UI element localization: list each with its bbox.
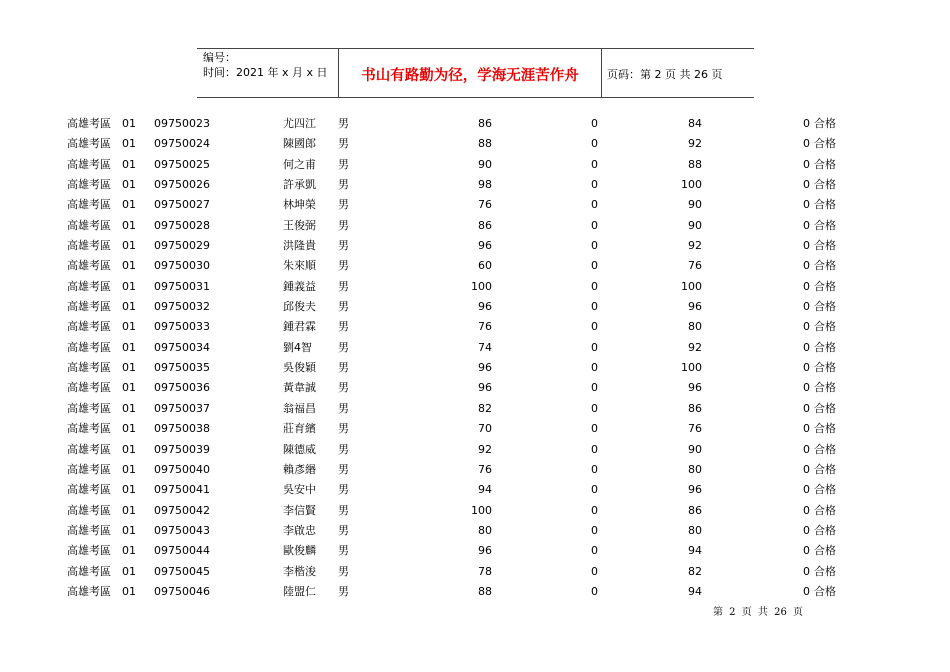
area-code-cell: 01 (122, 584, 136, 598)
candidate-name-cell: 李楷浚 (283, 564, 316, 578)
score-1-cell: 76 (478, 462, 492, 476)
table-row (0, 460, 950, 480)
score-2-cell: 0 (591, 279, 598, 293)
table-row (0, 440, 950, 460)
result-cell: 合格 (814, 137, 836, 151)
exam-area-cell: 高雄考區 (67, 523, 111, 537)
table-row (0, 216, 950, 236)
score-1-cell: 76 (478, 198, 492, 212)
exam-area-cell: 高雄考區 (67, 300, 111, 314)
gender-cell: 男 (338, 442, 349, 456)
area-code-cell: 01 (122, 178, 136, 192)
candidate-id-cell: 09750045 (154, 564, 210, 578)
exam-area-cell: 高雄考區 (67, 361, 111, 375)
score-4-cell: 0 (803, 564, 810, 578)
area-code-cell: 01 (122, 340, 136, 354)
result-cell: 合格 (814, 503, 836, 517)
exam-area-cell: 高雄考區 (67, 218, 111, 232)
score-1-cell: 78 (478, 564, 492, 578)
result-cell: 合格 (814, 462, 836, 476)
score-1-cell: 92 (478, 442, 492, 456)
score-3-cell: 90 (688, 218, 702, 232)
exam-area-cell: 高雄考區 (67, 137, 111, 151)
result-cell: 合格 (814, 523, 836, 537)
score-2-cell: 0 (591, 381, 598, 395)
candidate-id-cell: 09750037 (154, 401, 210, 415)
score-1-cell: 82 (478, 401, 492, 415)
result-cell: 合格 (814, 340, 836, 354)
candidate-name-cell: 鍾義益 (283, 279, 316, 293)
table-row (0, 134, 950, 154)
header-page-label: 页码：第 2 页 共 26 页 (607, 68, 723, 81)
candidate-name-cell: 歐俊麟 (283, 544, 316, 558)
candidate-name-cell: 陸盟仁 (283, 584, 316, 598)
exam-area-cell: 高雄考區 (67, 157, 111, 171)
score-4-cell: 0 (803, 300, 810, 314)
gender-cell: 男 (338, 483, 349, 497)
exam-area-cell: 高雄考區 (67, 503, 111, 517)
candidate-name-cell: 邱俊夫 (283, 300, 316, 314)
score-1-cell: 96 (478, 239, 492, 253)
result-cell: 合格 (814, 117, 836, 130)
gender-cell: 男 (338, 584, 349, 598)
score-2-cell: 0 (591, 320, 598, 334)
table-row (0, 236, 950, 256)
candidate-name-cell: 吳安中 (283, 483, 316, 497)
table-row (0, 175, 950, 195)
score-2-cell: 0 (591, 218, 598, 232)
table-row (0, 501, 950, 521)
score-3-cell: 90 (688, 198, 702, 212)
score-3-cell: 96 (688, 300, 702, 314)
footer-page-number: 第 2 页 共 26 页 (713, 607, 803, 618)
exam-area-cell: 高雄考區 (67, 442, 111, 456)
candidate-id-cell: 09750035 (154, 361, 210, 375)
score-1-cell: 98 (478, 178, 492, 192)
score-4-cell: 0 (803, 117, 810, 130)
candidate-id-cell: 09750023 (154, 117, 210, 130)
area-code-cell: 01 (122, 564, 136, 578)
score-4-cell: 0 (803, 503, 810, 517)
candidate-id-cell: 09750025 (154, 157, 210, 171)
score-3-cell: 84 (688, 117, 702, 130)
table-row (0, 419, 950, 439)
candidate-name-cell: 朱來順 (283, 259, 316, 273)
table-row (0, 582, 950, 602)
candidate-id-cell: 09750041 (154, 483, 210, 497)
candidate-name-cell: 洪隆貴 (283, 239, 316, 253)
area-code-cell: 01 (122, 300, 136, 314)
table-row (0, 317, 950, 337)
area-code-cell: 01 (122, 117, 136, 130)
area-code-cell: 01 (122, 279, 136, 293)
score-2-cell: 0 (591, 503, 598, 517)
score-4-cell: 0 (803, 340, 810, 354)
score-2-cell: 0 (591, 198, 598, 212)
score-1-cell: 70 (478, 422, 492, 436)
score-3-cell: 82 (688, 564, 702, 578)
score-2-cell: 0 (591, 462, 598, 476)
area-code-cell: 01 (122, 483, 136, 497)
score-3-cell: 92 (688, 340, 702, 354)
candidate-name-cell: 黃韋誠 (283, 381, 316, 395)
gender-cell: 男 (338, 564, 349, 578)
score-3-cell: 94 (688, 544, 702, 558)
score-4-cell: 0 (803, 239, 810, 253)
score-3-cell: 96 (688, 381, 702, 395)
gender-cell: 男 (338, 259, 349, 273)
score-1-cell: 96 (478, 544, 492, 558)
score-1-cell: 94 (478, 483, 492, 497)
candidate-id-cell: 09750040 (154, 462, 210, 476)
score-4-cell: 0 (803, 584, 810, 598)
score-4-cell: 0 (803, 279, 810, 293)
score-1-cell: 74 (478, 340, 492, 354)
area-code-cell: 01 (122, 503, 136, 517)
score-3-cell: 92 (688, 137, 702, 151)
candidate-id-cell: 09750039 (154, 442, 210, 456)
exam-area-cell: 高雄考區 (67, 544, 111, 558)
score-1-cell: 90 (478, 157, 492, 171)
score-3-cell: 90 (688, 442, 702, 456)
score-2-cell: 0 (591, 401, 598, 415)
score-3-cell: 86 (688, 401, 702, 415)
area-code-cell: 01 (122, 401, 136, 415)
score-3-cell: 100 (681, 178, 702, 192)
table-row (0, 277, 950, 297)
area-code-cell: 01 (122, 157, 136, 171)
candidate-id-cell: 09750033 (154, 320, 210, 334)
score-4-cell: 0 (803, 442, 810, 456)
score-2-cell: 0 (591, 483, 598, 497)
area-code-cell: 01 (122, 218, 136, 232)
candidate-id-cell: 09750029 (154, 239, 210, 253)
score-3-cell: 94 (688, 584, 702, 598)
exam-area-cell: 高雄考區 (67, 584, 111, 598)
candidate-id-cell: 09750024 (154, 137, 210, 151)
gender-cell: 男 (338, 239, 349, 253)
score-1-cell: 76 (478, 320, 492, 334)
gender-cell: 男 (338, 544, 349, 558)
gender-cell: 男 (338, 320, 349, 334)
exam-area-cell: 高雄考區 (67, 178, 111, 192)
table-row (0, 358, 950, 378)
area-code-cell: 01 (122, 442, 136, 456)
area-code-cell: 01 (122, 381, 136, 395)
header-motto: 书山有路勤为径，学海无涯苦作舟 (361, 67, 579, 84)
score-1-cell: 96 (478, 361, 492, 375)
score-2-cell: 0 (591, 117, 598, 130)
candidate-id-cell: 09750031 (154, 279, 210, 293)
gender-cell: 男 (338, 117, 349, 130)
score-4-cell: 0 (803, 401, 810, 415)
candidate-id-cell: 09750030 (154, 259, 210, 273)
table-row (0, 480, 950, 500)
area-code-cell: 01 (122, 259, 136, 273)
score-2-cell: 0 (591, 259, 598, 273)
score-2-cell: 0 (591, 340, 598, 354)
score-2-cell: 0 (591, 564, 598, 578)
header-divider (601, 49, 602, 97)
result-cell: 合格 (814, 239, 836, 253)
score-3-cell: 88 (688, 157, 702, 171)
candidate-id-cell: 09750038 (154, 422, 210, 436)
area-code-cell: 01 (122, 320, 136, 334)
gender-cell: 男 (338, 422, 349, 436)
table-row (0, 114, 950, 134)
result-cell: 合格 (814, 259, 836, 273)
result-cell: 合格 (814, 218, 836, 232)
score-4-cell: 0 (803, 259, 810, 273)
exam-area-cell: 高雄考區 (67, 483, 111, 497)
candidate-name-cell: 尤四江 (283, 117, 316, 130)
exam-area-cell: 高雄考區 (67, 401, 111, 415)
area-code-cell: 01 (122, 137, 136, 151)
gender-cell: 男 (338, 401, 349, 415)
candidate-name-cell: 鍾君霖 (283, 320, 316, 334)
exam-area-cell: 高雄考區 (67, 422, 111, 436)
table-row (0, 338, 950, 358)
score-4-cell: 0 (803, 137, 810, 151)
result-cell: 合格 (814, 361, 836, 375)
score-2-cell: 0 (591, 523, 598, 537)
score-4-cell: 0 (803, 157, 810, 171)
candidate-name-cell: 翁福昌 (283, 401, 316, 415)
score-4-cell: 0 (803, 462, 810, 476)
result-cell: 合格 (814, 401, 836, 415)
score-3-cell: 96 (688, 483, 702, 497)
area-code-cell: 01 (122, 523, 136, 537)
table-row (0, 378, 950, 398)
score-3-cell: 100 (681, 279, 702, 293)
table-row (0, 195, 950, 215)
number-label: 编号： (203, 51, 236, 64)
candidate-name-cell: 李啟忠 (283, 523, 316, 537)
result-cell: 合格 (814, 442, 836, 456)
candidate-id-cell: 09750043 (154, 523, 210, 537)
score-4-cell: 0 (803, 483, 810, 497)
header-meta (203, 50, 328, 80)
score-4-cell: 0 (803, 544, 810, 558)
result-cell: 合格 (814, 564, 836, 578)
gender-cell: 男 (338, 137, 349, 151)
score-3-cell: 76 (688, 259, 702, 273)
area-code-cell: 01 (122, 544, 136, 558)
gender-cell: 男 (338, 361, 349, 375)
score-3-cell: 80 (688, 523, 702, 537)
candidate-name-cell: 陳國郎 (283, 137, 316, 151)
score-4-cell: 0 (803, 198, 810, 212)
table-row (0, 562, 950, 582)
score-2-cell: 0 (591, 442, 598, 456)
score-2-cell: 0 (591, 544, 598, 558)
candidate-id-cell: 09750036 (154, 381, 210, 395)
result-cell: 合格 (814, 300, 836, 314)
table-row (0, 256, 950, 276)
score-2-cell: 0 (591, 422, 598, 436)
result-cell: 合格 (814, 584, 836, 598)
score-1-cell: 100 (471, 503, 492, 517)
exam-area-cell: 高雄考區 (67, 239, 111, 253)
gender-cell: 男 (338, 523, 349, 537)
candidate-name-cell: 李信賢 (283, 503, 316, 517)
score-2-cell: 0 (591, 239, 598, 253)
candidate-id-cell: 09750044 (154, 544, 210, 558)
candidate-name-cell: 吳俊穎 (283, 361, 316, 375)
candidate-id-cell: 09750028 (154, 218, 210, 232)
score-4-cell: 0 (803, 218, 810, 232)
score-2-cell: 0 (591, 178, 598, 192)
candidate-id-cell: 09750046 (154, 584, 210, 598)
score-4-cell: 0 (803, 361, 810, 375)
score-3-cell: 80 (688, 462, 702, 476)
table-row (0, 541, 950, 561)
result-cell: 合格 (814, 544, 836, 558)
exam-area-cell: 高雄考區 (67, 381, 111, 395)
score-2-cell: 0 (591, 137, 598, 151)
score-1-cell: 88 (478, 584, 492, 598)
result-cell: 合格 (814, 279, 836, 293)
result-cell: 合格 (814, 157, 836, 171)
area-code-cell: 01 (122, 462, 136, 476)
candidate-name-cell: 王俊弼 (283, 218, 316, 232)
candidate-id-cell: 09750042 (154, 503, 210, 517)
gender-cell: 男 (338, 157, 349, 171)
page-header (197, 48, 754, 98)
area-code-cell: 01 (122, 239, 136, 253)
gender-cell: 男 (338, 178, 349, 192)
candidate-id-cell: 09750034 (154, 340, 210, 354)
table-row (0, 521, 950, 541)
area-code-cell: 01 (122, 361, 136, 375)
score-1-cell: 86 (478, 218, 492, 232)
exam-area-cell: 高雄考區 (67, 198, 111, 212)
gender-cell: 男 (338, 198, 349, 212)
result-cell: 合格 (814, 198, 836, 212)
score-4-cell: 0 (803, 523, 810, 537)
score-4-cell: 0 (803, 381, 810, 395)
table-row (0, 155, 950, 175)
candidate-name-cell: 許承凱 (283, 178, 316, 192)
candidate-name-cell: 劉4智 (283, 340, 312, 354)
table-row (0, 297, 950, 317)
score-1-cell: 88 (478, 137, 492, 151)
gender-cell: 男 (338, 462, 349, 476)
score-3-cell: 100 (681, 361, 702, 375)
candidate-id-cell: 09750026 (154, 178, 210, 192)
score-1-cell: 100 (471, 279, 492, 293)
gender-cell: 男 (338, 381, 349, 395)
gender-cell: 男 (338, 218, 349, 232)
time-label: 时间：2021 年 x 月 x 日 (203, 66, 328, 79)
result-cell: 合格 (814, 483, 836, 497)
table-row (0, 399, 950, 419)
score-4-cell: 0 (803, 178, 810, 192)
exam-area-cell: 高雄考區 (67, 279, 111, 293)
score-3-cell: 92 (688, 239, 702, 253)
candidate-name-cell: 莊育繽 (283, 422, 316, 436)
score-2-cell: 0 (591, 584, 598, 598)
exam-area-cell: 高雄考區 (67, 462, 111, 476)
score-2-cell: 0 (591, 361, 598, 375)
exam-area-cell: 高雄考區 (67, 320, 111, 334)
result-cell: 合格 (814, 381, 836, 395)
candidate-name-cell: 林坤榮 (283, 198, 316, 212)
score-4-cell: 0 (803, 422, 810, 436)
result-cell: 合格 (814, 178, 836, 192)
score-1-cell: 96 (478, 381, 492, 395)
candidate-id-cell: 09750032 (154, 300, 210, 314)
score-1-cell: 86 (478, 117, 492, 130)
gender-cell: 男 (338, 503, 349, 517)
area-code-cell: 01 (122, 422, 136, 436)
area-code-cell: 01 (122, 198, 136, 212)
exam-area-cell: 高雄考區 (67, 117, 111, 130)
gender-cell: 男 (338, 340, 349, 354)
gender-cell: 男 (338, 300, 349, 314)
gender-cell: 男 (338, 279, 349, 293)
exam-area-cell: 高雄考區 (67, 564, 111, 578)
score-3-cell: 86 (688, 503, 702, 517)
score-3-cell: 80 (688, 320, 702, 334)
score-1-cell: 80 (478, 523, 492, 537)
candidate-name-cell: 何之甫 (283, 157, 316, 171)
score-4-cell: 0 (803, 320, 810, 334)
score-2-cell: 0 (591, 300, 598, 314)
score-2-cell: 0 (591, 157, 598, 171)
result-cell: 合格 (814, 422, 836, 436)
score-table (0, 114, 950, 602)
candidate-name-cell: 賴彥緡 (283, 462, 316, 476)
result-cell: 合格 (814, 320, 836, 334)
exam-area-cell: 高雄考區 (67, 259, 111, 273)
score-1-cell: 96 (478, 300, 492, 314)
score-3-cell: 76 (688, 422, 702, 436)
candidate-name-cell: 陳德威 (283, 442, 316, 456)
exam-area-cell: 高雄考區 (67, 340, 111, 354)
candidate-id-cell: 09750027 (154, 198, 210, 212)
score-1-cell: 60 (478, 259, 492, 273)
